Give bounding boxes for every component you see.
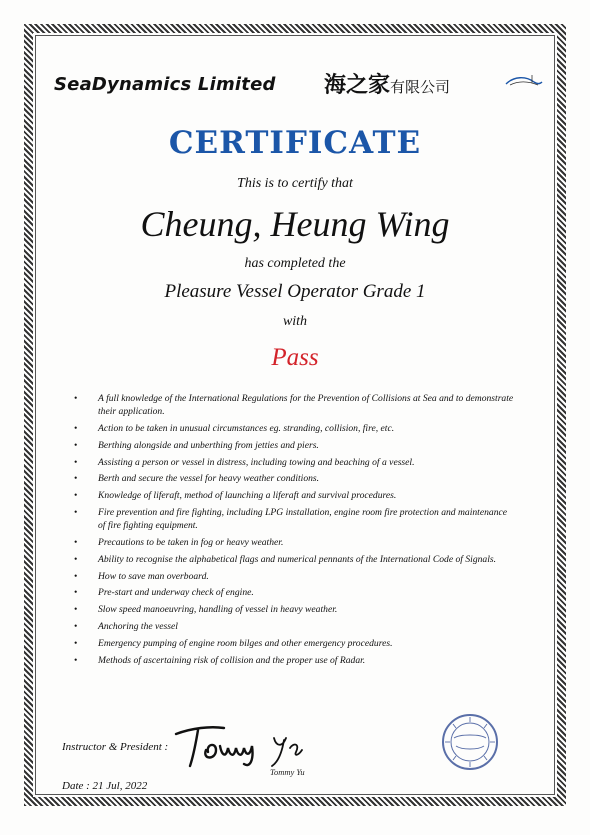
list-item: [74, 439, 514, 452]
list-item: [74, 586, 514, 599]
list-item-text: Berthing alongside and unberthing from jetties and piers.: [98, 439, 319, 451]
list-item: [74, 392, 514, 418]
certify-text: This is to certify that: [237, 176, 353, 191]
brand-chinese-main: 海之家: [324, 73, 391, 98]
bullet-icon: •: [74, 456, 78, 468]
list-item-text: Action to be taken in unusual circumstances eg. stranding, collision, fire, etc.: [98, 423, 395, 434]
brand-chinese-suffix: 有限公司: [390, 78, 451, 96]
list-item-text: Fire prevention and fire fighting, including LPG installation, engine room fire protection and maintenance of fire fighting equipment.: [98, 506, 508, 532]
result-pass: Pass: [271, 344, 319, 371]
list-item: [74, 637, 514, 650]
list-item: [74, 654, 514, 667]
bullet-icon: •: [74, 570, 78, 582]
list-item: [74, 603, 514, 616]
list-item: [74, 553, 514, 566]
bullet-icon: •: [74, 490, 78, 502]
list-item: [74, 472, 514, 485]
company-seal-stamp: [440, 712, 500, 772]
wave-logo-icon: [504, 72, 544, 92]
brand-name: SeaDynamics Limited: [54, 74, 276, 95]
bullet-icon: •: [74, 654, 78, 666]
list-item-text: Slow speed manoeuvring, handling of vessel in heavy weather.: [98, 604, 338, 616]
issue-date: Date : 21 Jul, 2022: [62, 780, 148, 792]
completed-text: has completed the: [244, 256, 346, 271]
bullet-icon: •: [74, 604, 78, 616]
bullet-icon: •: [74, 473, 78, 485]
list-item-text: Pre-start and underway check of engine.: [98, 587, 254, 599]
list-item-text: Anchoring the vessel: [98, 620, 178, 632]
competency-list: [74, 392, 514, 670]
list-item: [74, 456, 514, 469]
bullet-icon: •: [74, 506, 78, 518]
list-item: [74, 570, 514, 583]
bullet-icon: •: [74, 423, 78, 434]
bullet-icon: •: [74, 620, 78, 632]
list-item-text: Precautions to be taken in fog or heavy weather.: [98, 536, 284, 548]
list-item-text: Emergency pumping of engine room bilges and other emergency procedures.: [98, 637, 393, 649]
recipient-name: Cheung, Heung Wing: [140, 204, 450, 244]
with-text: with: [282, 314, 308, 329]
bullet-icon: •: [74, 637, 78, 649]
certificate-title: CERTIFICATE: [168, 125, 422, 161]
list-item-text: A full knowledge of the International Regulations for the Prevention of Collisions at Sea and to demonstrate their application.: [98, 393, 514, 418]
bullet-icon: •: [74, 553, 78, 565]
signature-image: [172, 720, 332, 770]
list-item: [74, 536, 514, 549]
list-item-text: How to save man overboard.: [98, 570, 209, 582]
course-name: Pleasure Vessel Operator Grade 1: [164, 281, 426, 302]
list-item-text: Methods of ascertaining risk of collision and the proper use of Radar.: [98, 654, 366, 666]
bullet-icon: •: [74, 393, 78, 404]
instructor-label: Instructor & President :: [62, 741, 169, 753]
brand-chinese-name: [324, 68, 450, 99]
list-item: [74, 506, 514, 532]
list-item-text: Knowledge of liferaft, method of launching a liferaft and survival procedures.: [98, 490, 397, 502]
bullet-icon: •: [74, 536, 78, 548]
list-item-text: Assisting a person or vessel in distress, including towing and beaching of a vessel.: [98, 456, 415, 468]
bullet-icon: •: [74, 439, 78, 451]
brand-header: [54, 66, 544, 102]
list-item: [74, 422, 514, 435]
list-item-text: Ability to recognise the alphabetical flags and numerical pennants of the International Code of Signals.: [98, 553, 497, 565]
signer-name: Tommy Yu: [270, 767, 305, 777]
bullet-icon: •: [74, 587, 78, 599]
list-item-text: Berth and secure the vessel for heavy weather conditions.: [98, 473, 320, 485]
list-item: [74, 489, 514, 502]
list-item: [74, 620, 514, 633]
